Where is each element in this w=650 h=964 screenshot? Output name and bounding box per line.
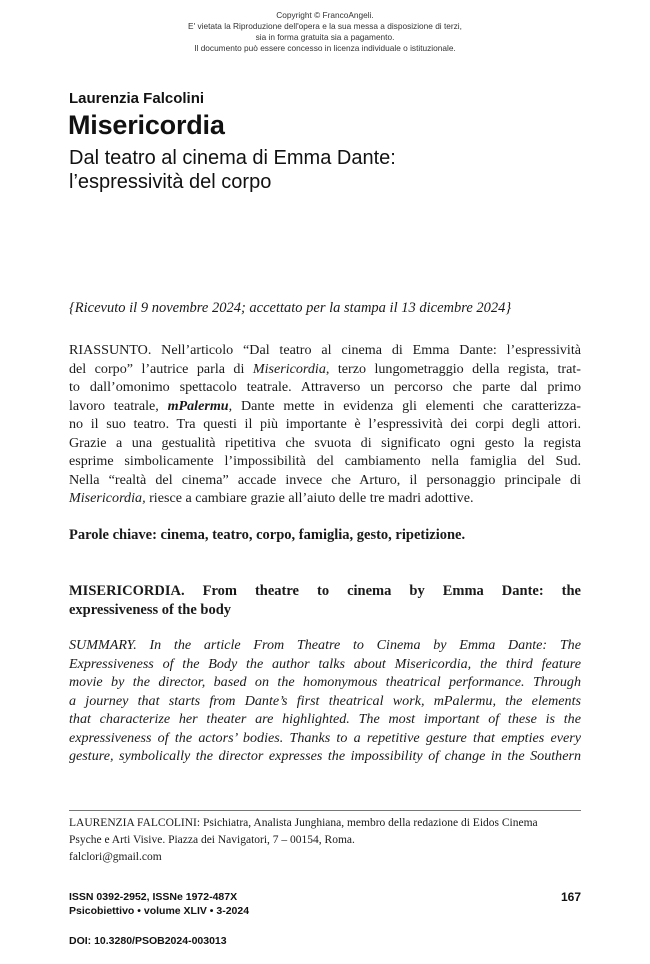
journal-volume: Psicobiettivo • volume XLIV • 3-2024 [69,904,250,917]
footnote-line: Psyche e Arti Visive. Piazza dei Navigatori, 7 – 00154, Roma. [69,834,355,846]
author-name: Laurenzia Falcolini [69,90,205,107]
riassunto-line: Grazie a una gestualità ripetitiva che svuota di significato ogni gesto la regista [69,434,581,451]
riassunto-line: Nella “realtà del cinema” accade invece che Arturo, il personaggio principale di [69,471,581,488]
article-subtitle [69,146,396,194]
doi: DOI: 10.3280/PSOB2024-003013 [69,935,227,947]
footnote-line: falclori@gmail.com [69,851,162,863]
footnote-line: LAURENZIA FALCOLINI: Psichiatra, Analista Junghiana, membro della redazione di Eidos Cinema [69,817,538,829]
subtitle-line: l’espressività del corpo [69,171,272,193]
riassunto-line: lavoro teatrale, mPalermu, Dante mette in evidenza gli elementi che caratterizza- [69,397,581,414]
riassunto-line: esprime simbolicamente l’impossibilità del cambiamento nella famiglia del Sud. [69,453,581,469]
footnote-divider [69,810,581,811]
article-title: Misericordia [68,110,225,140]
riassunto-abstract [69,341,581,508]
italic-title: Misericordia [252,360,326,377]
issn: ISSN 0392-2952, ISSNe 1972-487X [69,891,238,903]
riassunto-line: to dall’omonimo spettacolo teatrale. Attraverso un percorso che parte dal primo [69,379,581,395]
subtitle-line: Dal teatro al cinema di Emma Dante: [69,147,396,169]
summary-line: movie by the director, based on the homonymous theatrical performance. Through [69,674,581,690]
copyright-notice [0,10,650,54]
summary-line: expressiveness of the actors’ bodies. Thanks to a repetitive gesture that empties every [69,729,581,746]
summary-line: gesture, symbolically the director expresses the impossibility of change in the Southern [69,748,581,764]
page-number: 167 [560,890,581,904]
english-title-line: expressiveness of the body [69,602,232,618]
copyright-line: Il documento può essere concesso in licenza individuale o istituzionale. [194,43,456,53]
summary-line: SUMMARY. In the article From Theatre to Cinema by Emma Dante: The [69,637,581,653]
keywords: Parole chiave: cinema, teatro, corpo, famiglia, gesto, ripetizione. [69,527,466,543]
copyright-line: Copyright © FrancoAngeli. [276,10,374,20]
copyright-line: E' vietata la Riproduzione dell'opera e la sua messa a disposizione di terzi, [188,21,462,31]
italic-bold-title: mPalermu [167,397,229,414]
riassunto-line: RIASSUNTO. Nell’articolo “Dal teatro al cinema di Emma Dante: l’espressività [69,342,581,358]
summary-line: Expressiveness of the Body the author talks about Misericordia, the third feature [69,655,581,672]
summary-line: that characterize her theater are highlighted. The most important of these is the [69,711,581,727]
english-title [69,582,581,620]
received-dates: {Ricevuto il 9 novembre 2024; accettato per la stampa il 13 dicembre 2024} [69,300,512,316]
riassunto-line: del corpo” l’autrice parla di Misericordia, terzo lungometraggio della regista, trat- [69,360,581,377]
summary-line: a journey that starts from Dante’s first theatrical work, mPalermu, the elements [69,692,581,709]
english-summary [69,636,581,766]
copyright-line: sia in forma gratuita sia a pagamento. [255,32,395,42]
english-title-line: MISERICORDIA. From theatre to cinema by Emma Dante: the [69,583,581,599]
italic-title: Misericordia, [69,490,146,506]
riassunto-line: Misericordia, riesce a cambiare grazie all’aiuto delle tre madri adottive. [69,490,474,506]
journal-footer [69,891,249,918]
riassunto-line: no il suo teatro. Tra questi il più importante è l’espressività dei corpi degli attori. [69,416,581,432]
author-footnote [69,815,581,866]
